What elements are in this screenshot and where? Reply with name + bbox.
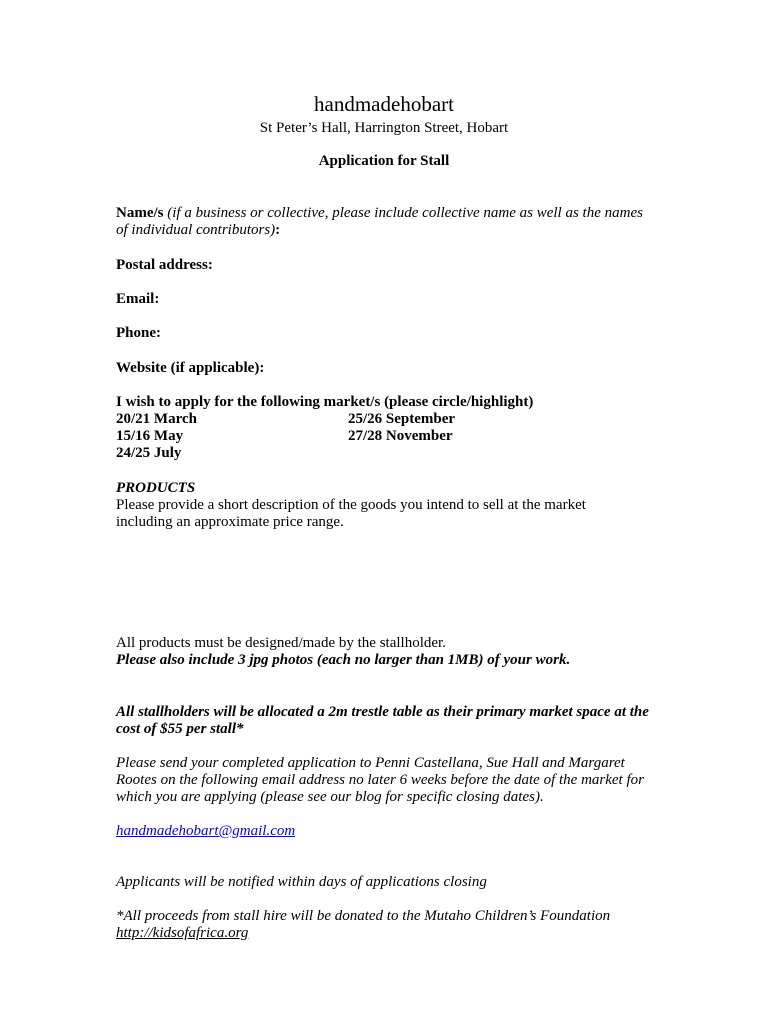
photos-requirement: Please also include 3 jpg photos (each no larger than 1MB) of your work.: [116, 652, 571, 668]
foundation-website-link[interactable]: http://kidsofafrica.org: [116, 925, 249, 941]
market-option: 15/16 May: [116, 428, 184, 444]
names-note: (if a business or collective, please include collective name as well as the names of individual contributors): [116, 205, 643, 238]
page-title: handmadehobart: [314, 92, 454, 116]
email-label: Email:: [116, 291, 160, 307]
market-option: 24/25 July: [116, 445, 182, 461]
market-option: 25/26 September: [348, 411, 456, 427]
venue-address: St Peter’s Hall, Harrington Street, Hobart: [259, 120, 509, 136]
send-instructions: Please send your completed application to Penni Castellana, Sue Hall and Margaret Rootes on the following email address no later 6 weeks before the date of the market for which you are applying (please see our blog for specific closing dates).: [116, 755, 644, 805]
markets-intro: I wish to apply for the following market/s (please circle/highlight): [116, 394, 534, 410]
email-address-line: [116, 823, 656, 840]
postal-address-label: Postal address:: [116, 257, 213, 273]
products-heading: PRODUCTS: [116, 480, 196, 496]
form-heading: Application for Stall: [318, 153, 450, 169]
email-link[interactable]: handmadehobart@gmail.com: [116, 823, 296, 839]
website-label: Website (if applicable):: [116, 360, 265, 376]
notification-note: Applicants will be notified within days of applications closing: [116, 874, 487, 890]
names-label: Name/s: [116, 205, 164, 221]
allocation-note: All stallholders will be allocated a 2m trestle table as their primary market space at the cost of $55 per stall*: [116, 704, 649, 737]
website-line: [116, 925, 656, 942]
market-option: 20/21 March: [116, 411, 197, 427]
products-rule: All products must be designed/made by the stallholder.: [116, 635, 446, 651]
proceeds-note: *All proceeds from stall hire will be donated to the Mutaho Children’s Foundation: [116, 908, 611, 924]
products-description: Please provide a short description of the goods you intend to sell at the market including an approximate price range.: [116, 497, 586, 530]
names-field: [116, 205, 656, 239]
phone-label: Phone:: [116, 325, 161, 341]
market-option: 27/28 November: [348, 428, 453, 444]
names-colon: :: [275, 222, 281, 238]
